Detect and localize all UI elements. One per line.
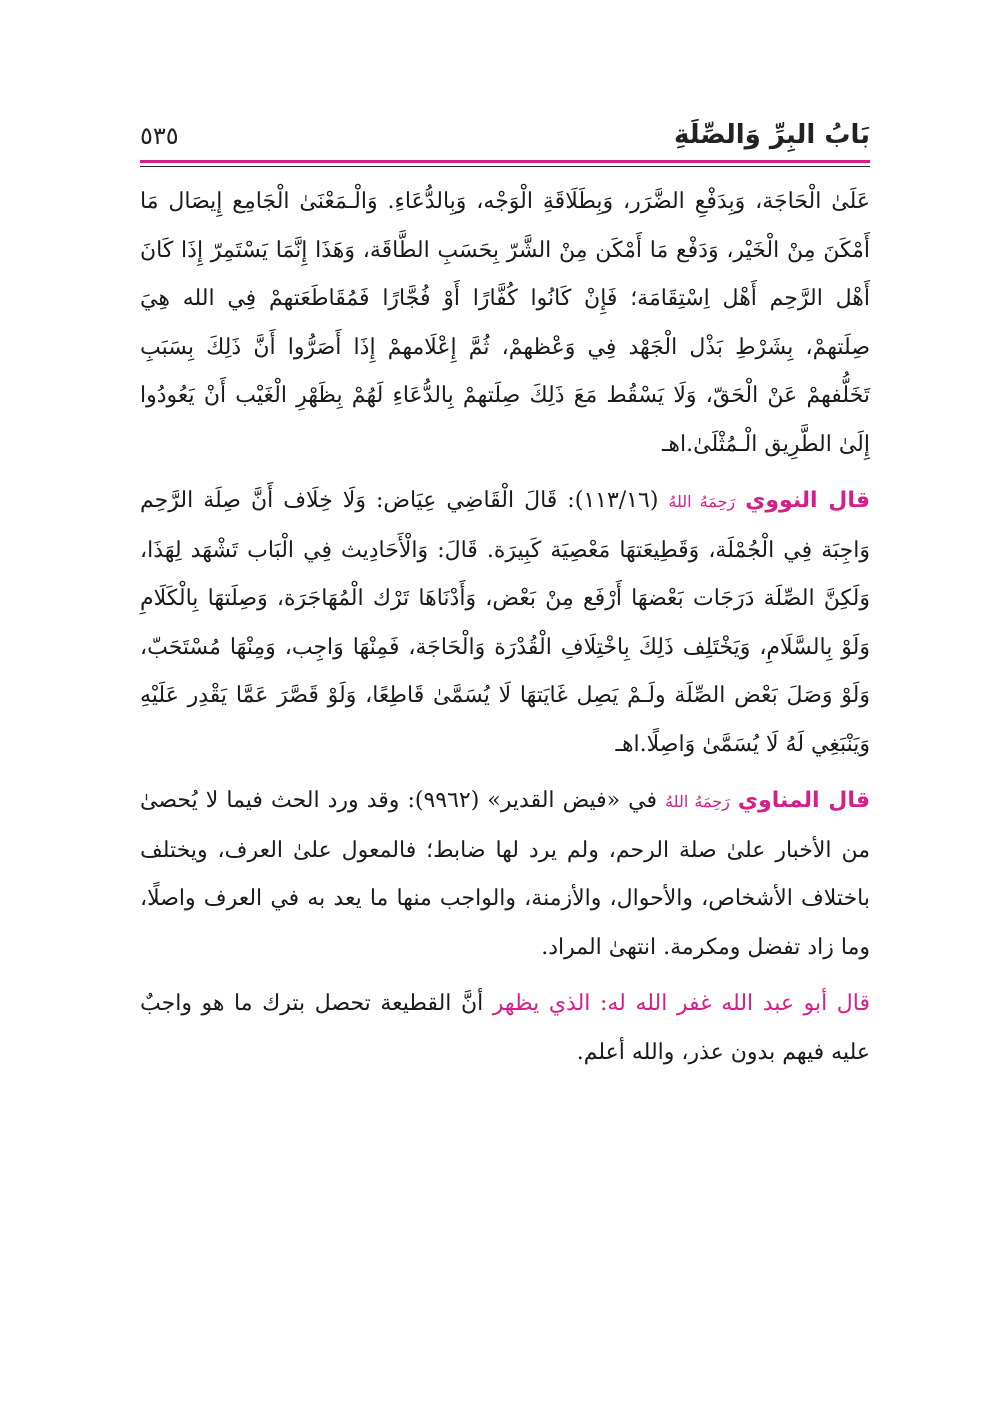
quote-author-label: قال المناوي [737,788,871,813]
author-comment-label: قال أبو عبد الله غفر الله له: الذي يظهر [492,991,870,1016]
paragraph-1 [140,178,870,469]
chapter-title: بَابُ البِرِّ وَالصِّلَةِ [673,120,870,150]
page-number: ٥٣٥ [140,122,179,150]
honorific: رَحِمَهُ اللهُ [668,492,736,511]
paragraph-3 [140,777,870,972]
honorific: رَحِمَهُ اللهُ [665,792,730,811]
quote-author-label: قال النووي [745,488,871,513]
paragraph-4-text: أنَّ القطيعة تحصل بترك ما هو واجبٌ عليه فيهم بدون عذر، والله أعلم. [140,991,870,1065]
paragraph-3-text: في «فيض القدير» (٩٩٦٢): وقد ورد الحث فيما لا يُحصىٰ من الأخبار علىٰ صلة الرحم، ولم يرد لها ضابط؛ فالمعول علىٰ العرف، ويختلف باختلاف الأشخاص، والأحوال، والأزمنة، والواجب منها ما يعد به في العرف واصلًا، وما زاد تفضل ومكرمة. انتهىٰ المراد. [140,788,870,960]
body-text [140,178,870,1085]
paragraph-4 [140,980,870,1077]
header-rule [140,166,870,167]
header-rule-accent [140,160,870,163]
paragraph-2-text: (١١٣/١٦): قَالَ الْقَاضِي عِيَاض: وَلَا خِلَاف أَنَّ صِلَة الرَّحِم وَاجِبَة فِي الْجُمْلَة، وَقَطِيعَتهَا مَعْصِيَة كَبِيرَة. قَالَ: وَالْأَحَادِيث فِي الْبَاب تَشْهَد لِهَذَا، وَلَكِنَّ الصِّلَة دَرَجَات بَعْضهَا أَرْفَع مِنْ بَعْض، وَأَدْنَاهَا تَرْك الْمُهَاجَرَة، وَصِلَتهَا بِالْكَلَامِ وَلَوْ بِالسَّلَامِ، وَيَخْتَلِف ذَلِكَ بِاخْتِلَافِ الْقُدْرَة وَالْحَاجَة، فَمِنْهَا وَاجِب، وَمِنْهَا مُسْتَحَبّ، وَلَوْ وَصَلَ بَعْض الصِّلَة ولَـمْ يَصِل غَايَتهَا لَا يُسَمَّىٰ قَاطِعًا، وَلَوْ قَصَّرَ عَمَّا يَقْدِر عَلَيْهِ وَيَنْبَغِي لَهُ لَا يُسَمَّىٰ وَاصِلًا.اهـ [140,488,870,757]
paragraph-1-text: عَلَىٰ الْحَاجَة، وَبِدَفْعِ الضَّرَر، وَبِطَلَاقَةِ الْوَجْه، وَبِالدُّعَاءِ. وَالْـمَعْنَىٰ الْجَامِع إِيصَال مَا أَمْكَنَ مِنْ الْخَيْر، وَدَفْع مَا أَمْكَن مِنْ الشَّرّ بِحَسَبِ الطَّاقَة، وَهَذَا إِنَّمَا يَسْتَمِرّ إِذَا كَانَ أَهْل الرَّحِم أَهْل اِسْتِقَامَة؛ فَإِنْ كَانُوا كُفَّارًا أَوْ فُجَّارًا فَمُقَاطَعَتهمْ فِي الله هِيَ صِلَتهمْ، بِشَرْطِ بَذْل الْجَهْد فِي وَعْظهمْ، ثُمَّ إِعْلَامهمْ إِذَا أَصَرُّوا أَنَّ ذَلِكَ بِسَبَبِ تَخَلُّفهمْ عَنْ الْحَقّ، وَلَا يَسْقُط مَعَ ذَلِكَ صِلَتهمْ بِالدُّعَاءِ لَهُمْ بِظَهْرِ الْغَيْب أَنْ يَعُودُوا إِلَىٰ الطَّرِيق الْـمُثْلَىٰ.اهـ [140,189,870,457]
paragraph-2 [140,477,870,769]
